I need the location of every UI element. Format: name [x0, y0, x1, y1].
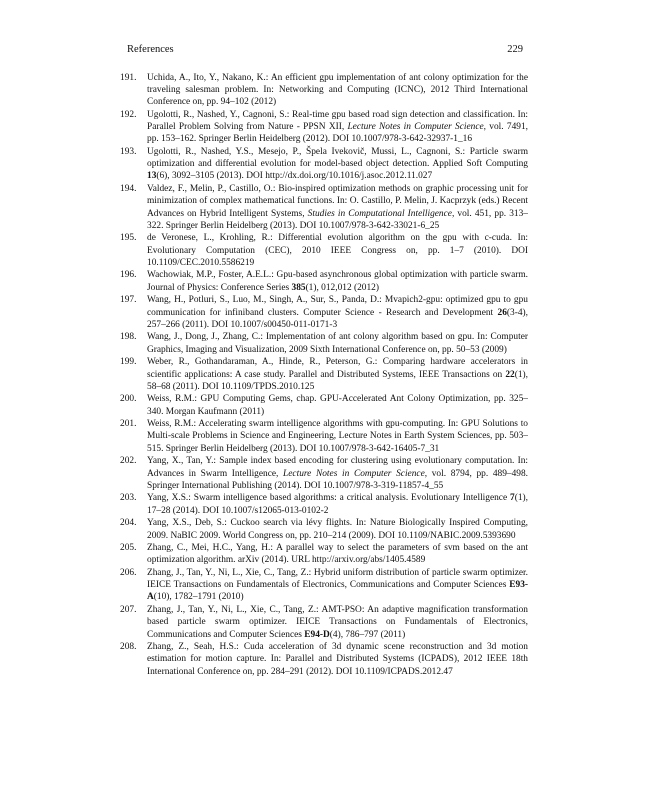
- reference-number: 192.: [120, 110, 137, 121]
- page-number: 229: [507, 44, 523, 55]
- reference-segment: Zhang, Z., Seah, H.S.: Cuda acceleration of 3d dynamic scene reconstruction and 3d motion estimation for motion capture. In: Parallel and Distributed Systems (ICPADS), 2012 IEEE 18th International Conference on, pp. 284–291 (2012). DOI 10.1109/ICPADS.2012.47: [147, 642, 528, 677]
- reference-number: 201.: [120, 419, 137, 430]
- reference-text: [147, 146, 528, 182]
- reference-entry: [120, 517, 528, 541]
- reference-volume: 7: [510, 493, 515, 504]
- reference-entry: [120, 418, 528, 454]
- reference-text: [147, 109, 528, 145]
- reference-entry: [120, 294, 528, 330]
- reference-text: [147, 455, 528, 491]
- reference-segment: , vol. 7491, pp. 153–162. Springer Berlin Heidelberg (2012). DOI 10.1007/978-3-642-32937-1_16: [147, 122, 528, 145]
- reference-text: [147, 232, 528, 268]
- reference-number: 207.: [120, 605, 137, 616]
- reference-entry: [120, 72, 528, 108]
- reference-segment: de Veronese, L., Krohling, R.: Differential evolution algorithm on the gpu with c-cuda. In: Evolutionary Computation (CEC), 2010 IEEE Congress on, pp. 1–7 (2010). DOI 10.1109/CEC.2010.5586219: [147, 233, 528, 268]
- reference-number: 193.: [120, 147, 137, 158]
- reference-italic-segment: Studies in Computational Intelligence: [307, 208, 452, 219]
- reference-volume: E93-A: [147, 580, 528, 603]
- reference-italic-segment: Lecture Notes in Computer Science: [347, 122, 484, 133]
- reference-segment: (1), 012,012 (2012): [305, 282, 379, 293]
- reference-entry: [120, 567, 528, 603]
- reference-segment: Wang, J., Dong, J., Zhang, C.: Implementation of ant colony algorithm based on gpu. In: Computer Graphics, Imaging and Visualization, 2009 Sixth International Conference on, pp. 50–53 (2009): [147, 332, 528, 355]
- reference-segment: Ugolotti, R., Nashed, Y., Cagnoni, S.: Real-time gpu based road sign detection and classification. In: Parallel Problem Solving from Nature - PPSN XII,: [147, 110, 528, 133]
- reference-number: 198.: [120, 332, 137, 343]
- reference-text: [147, 331, 528, 355]
- reference-volume: 26: [497, 307, 507, 318]
- reference-entry: [120, 641, 528, 677]
- reference-text: [147, 183, 528, 232]
- reference-text: [147, 418, 528, 454]
- reference-text: [147, 393, 528, 417]
- reference-number: 200.: [120, 394, 137, 405]
- reference-segment: Ugolotti, R., Nashed, Y.S., Mesejo, P., Špela Ivekovič, Mussi, L., Cagnoni, S.: Particle swarm optimization and differential evolution for model-based object detection. Applied Soft Computing: [147, 147, 528, 170]
- reference-text: [147, 492, 528, 516]
- reference-entry: [120, 492, 528, 516]
- reference-segment: (3-4), 257–266 (2011). DOI 10.1007/s00450-011-0171-3: [147, 307, 528, 330]
- reference-segment: Zhang, J., Tan, Y., Ni, L., Xie, C., Tang, Z.: Hybrid uniform distribution of particle swarm optimizer. IEICE Transactions on Fundamentals of Electronics, Communications and Computer Sciences: [147, 568, 528, 591]
- reference-segment: (1), 58–68 (2011). DOI 10.1109/TPDS.2010.125: [147, 369, 528, 392]
- reference-number: 202.: [120, 456, 137, 467]
- reference-segment: Valdez, F., Melin, P., Castillo, O.: Bio-inspired optimization methods on graphic processing unit for minimization of complex mathematical functions. In: O. Castillo, P. Melin, J. Kacprzyk (eds.) Recent Advances on Hybrid Intelligent Systems,: [147, 184, 528, 219]
- reference-segment: (1), 17–28 (2014). DOI 10.1007/s12065-013-0102-2: [147, 493, 528, 516]
- reference-entry: [120, 331, 528, 355]
- reference-number: 199.: [120, 357, 137, 368]
- reference-text: [147, 517, 528, 541]
- reference-number: 203.: [120, 493, 137, 504]
- reference-volume: 13: [147, 171, 157, 182]
- reference-volume: E94-D: [304, 629, 330, 640]
- reference-segment: Yang, X.S.: Swarm intelligence based algorithms: a critical analysis. Evolutionary Intelligence: [147, 493, 511, 504]
- reference-segment: Wachowiak, M.P., Foster, A.E.L.: Gpu-based asynchronous global optimization with particle swarm. Journal of Physics: Conference Series: [147, 270, 528, 293]
- reference-segment: Yang, X., Tan, Y.: Sample index based encoding for clustering using evolutionary computation. In: Advances in Swarm Intelligence,: [147, 456, 528, 479]
- section-title: References: [127, 44, 174, 55]
- reference-segment: Weiss, R.M.: GPU Computing Gems, chap. GPU-Accelerated Ant Colony Optimization, pp. 325–340. Morgan Kaufmann (2011): [147, 394, 528, 417]
- reference-text: [147, 269, 528, 293]
- reference-entry: [120, 455, 528, 491]
- reference-list: [120, 72, 528, 678]
- reference-entry: [120, 542, 528, 566]
- reference-text: [147, 294, 528, 330]
- reference-segment: (10), 1782–1791 (2010): [153, 592, 244, 603]
- reference-entry: [120, 109, 528, 145]
- reference-number: 206.: [120, 568, 137, 579]
- reference-italic-segment: Lecture Notes in Computer Science: [283, 468, 425, 479]
- reference-segment: Weiss, R.M.: Accelerating swarm intelligence algorithms with gpu-computing. In: GPU Solutions to Multi-scale Problems in Science and Engineering, Lecture Notes in Earth System Sciences, pp. 503–515. Springer Berlin Heidelberg (2013). DOI 10.1007/978-3-642-16405-7_31: [147, 419, 528, 454]
- reference-entry: [120, 604, 528, 640]
- reference-segment: Wang, H., Potluri, S., Luo, M., Singh, A., Sur, S., Panda, D.: Mvapich2-gpu: optimized gpu to gpu communication for infiniband clusters. Computer Science - Research and Development: [147, 295, 528, 318]
- reference-number: 208.: [120, 642, 137, 653]
- reference-entry: [120, 269, 528, 293]
- reference-segment: Yang, X.S., Deb, S.: Cuckoo search via lévy flights. In: Nature Biologically Inspired Computing, 2009. NaBIC 2009. World Congress on, pp. 210–214 (2009). DOI 10.1109/NABIC.2009.5393690: [147, 518, 528, 541]
- reference-text: [147, 641, 528, 677]
- reference-text: [147, 72, 528, 108]
- reference-segment: (4), 786–797 (2011): [329, 629, 406, 640]
- reference-number: 195.: [120, 233, 137, 244]
- reference-number: 197.: [120, 295, 137, 306]
- reference-segment: Zhang, J., Tan, Y., Ni, L., Xie, C., Tang, Z.: AMT-PSO: An adaptive magnification transformation based particle swarm optimizer. IEICE Transactions on Fundamentals of Electronics, Communications and Computer Sciences: [147, 605, 528, 640]
- reference-number: 196.: [120, 270, 137, 281]
- reference-segment: , vol. 8794, pp. 489–498. Springer International Publishing (2014). DOI 10.1007/978-3-319-11857-4_55: [147, 468, 528, 491]
- reference-entry: [120, 232, 528, 268]
- reference-volume: 385: [291, 282, 306, 293]
- reference-number: 191.: [120, 73, 137, 83]
- reference-segment: (6), 3092–3105 (2013). DOI http://dx.doi.org/10.1016/j.asoc.2012.11.027: [156, 171, 433, 182]
- reference-text: [147, 604, 528, 640]
- reference-entry: [120, 356, 528, 392]
- reference-number: 205.: [120, 543, 137, 554]
- reference-entry: [120, 393, 528, 417]
- reference-segment: Uchida, A., Ito, Y., Nakano, K.: An efficient gpu implementation of ant colony optimization for the traveling salesman problem. In: Networking and Computing (ICNC), 2012 Third International Conference on, pp. 94–102 (2012): [147, 73, 528, 108]
- reference-number: 204.: [120, 518, 137, 529]
- reference-text: [147, 542, 528, 566]
- reference-segment: Zhang, C., Mei, H.C., Yang, H.: A parallel way to select the parameters of svm based on the ant optimization algorithm. arXiv (2014). URL http://arxiv.org/abs/1405.4589: [147, 543, 528, 566]
- reference-volume: 22: [505, 369, 515, 380]
- reference-entry: [120, 183, 528, 232]
- reference-segment: Weber, R., Gothandaraman, A., Hinde, R., Peterson, G.: Comparing hardware accelerators in scientific applications: A case study. Parallel and Distributed Systems, IEEE Transactions on: [147, 357, 528, 380]
- running-header: [127, 44, 523, 55]
- reference-entry: [120, 146, 528, 182]
- reference-text: [147, 356, 528, 392]
- reference-number: 194.: [120, 184, 137, 195]
- reference-segment: , vol. 451, pp. 313–322. Springer Berlin Heidelberg (2013). DOI 10.1007/978-3-642-33021-6_25: [147, 208, 528, 231]
- reference-text: [147, 567, 528, 603]
